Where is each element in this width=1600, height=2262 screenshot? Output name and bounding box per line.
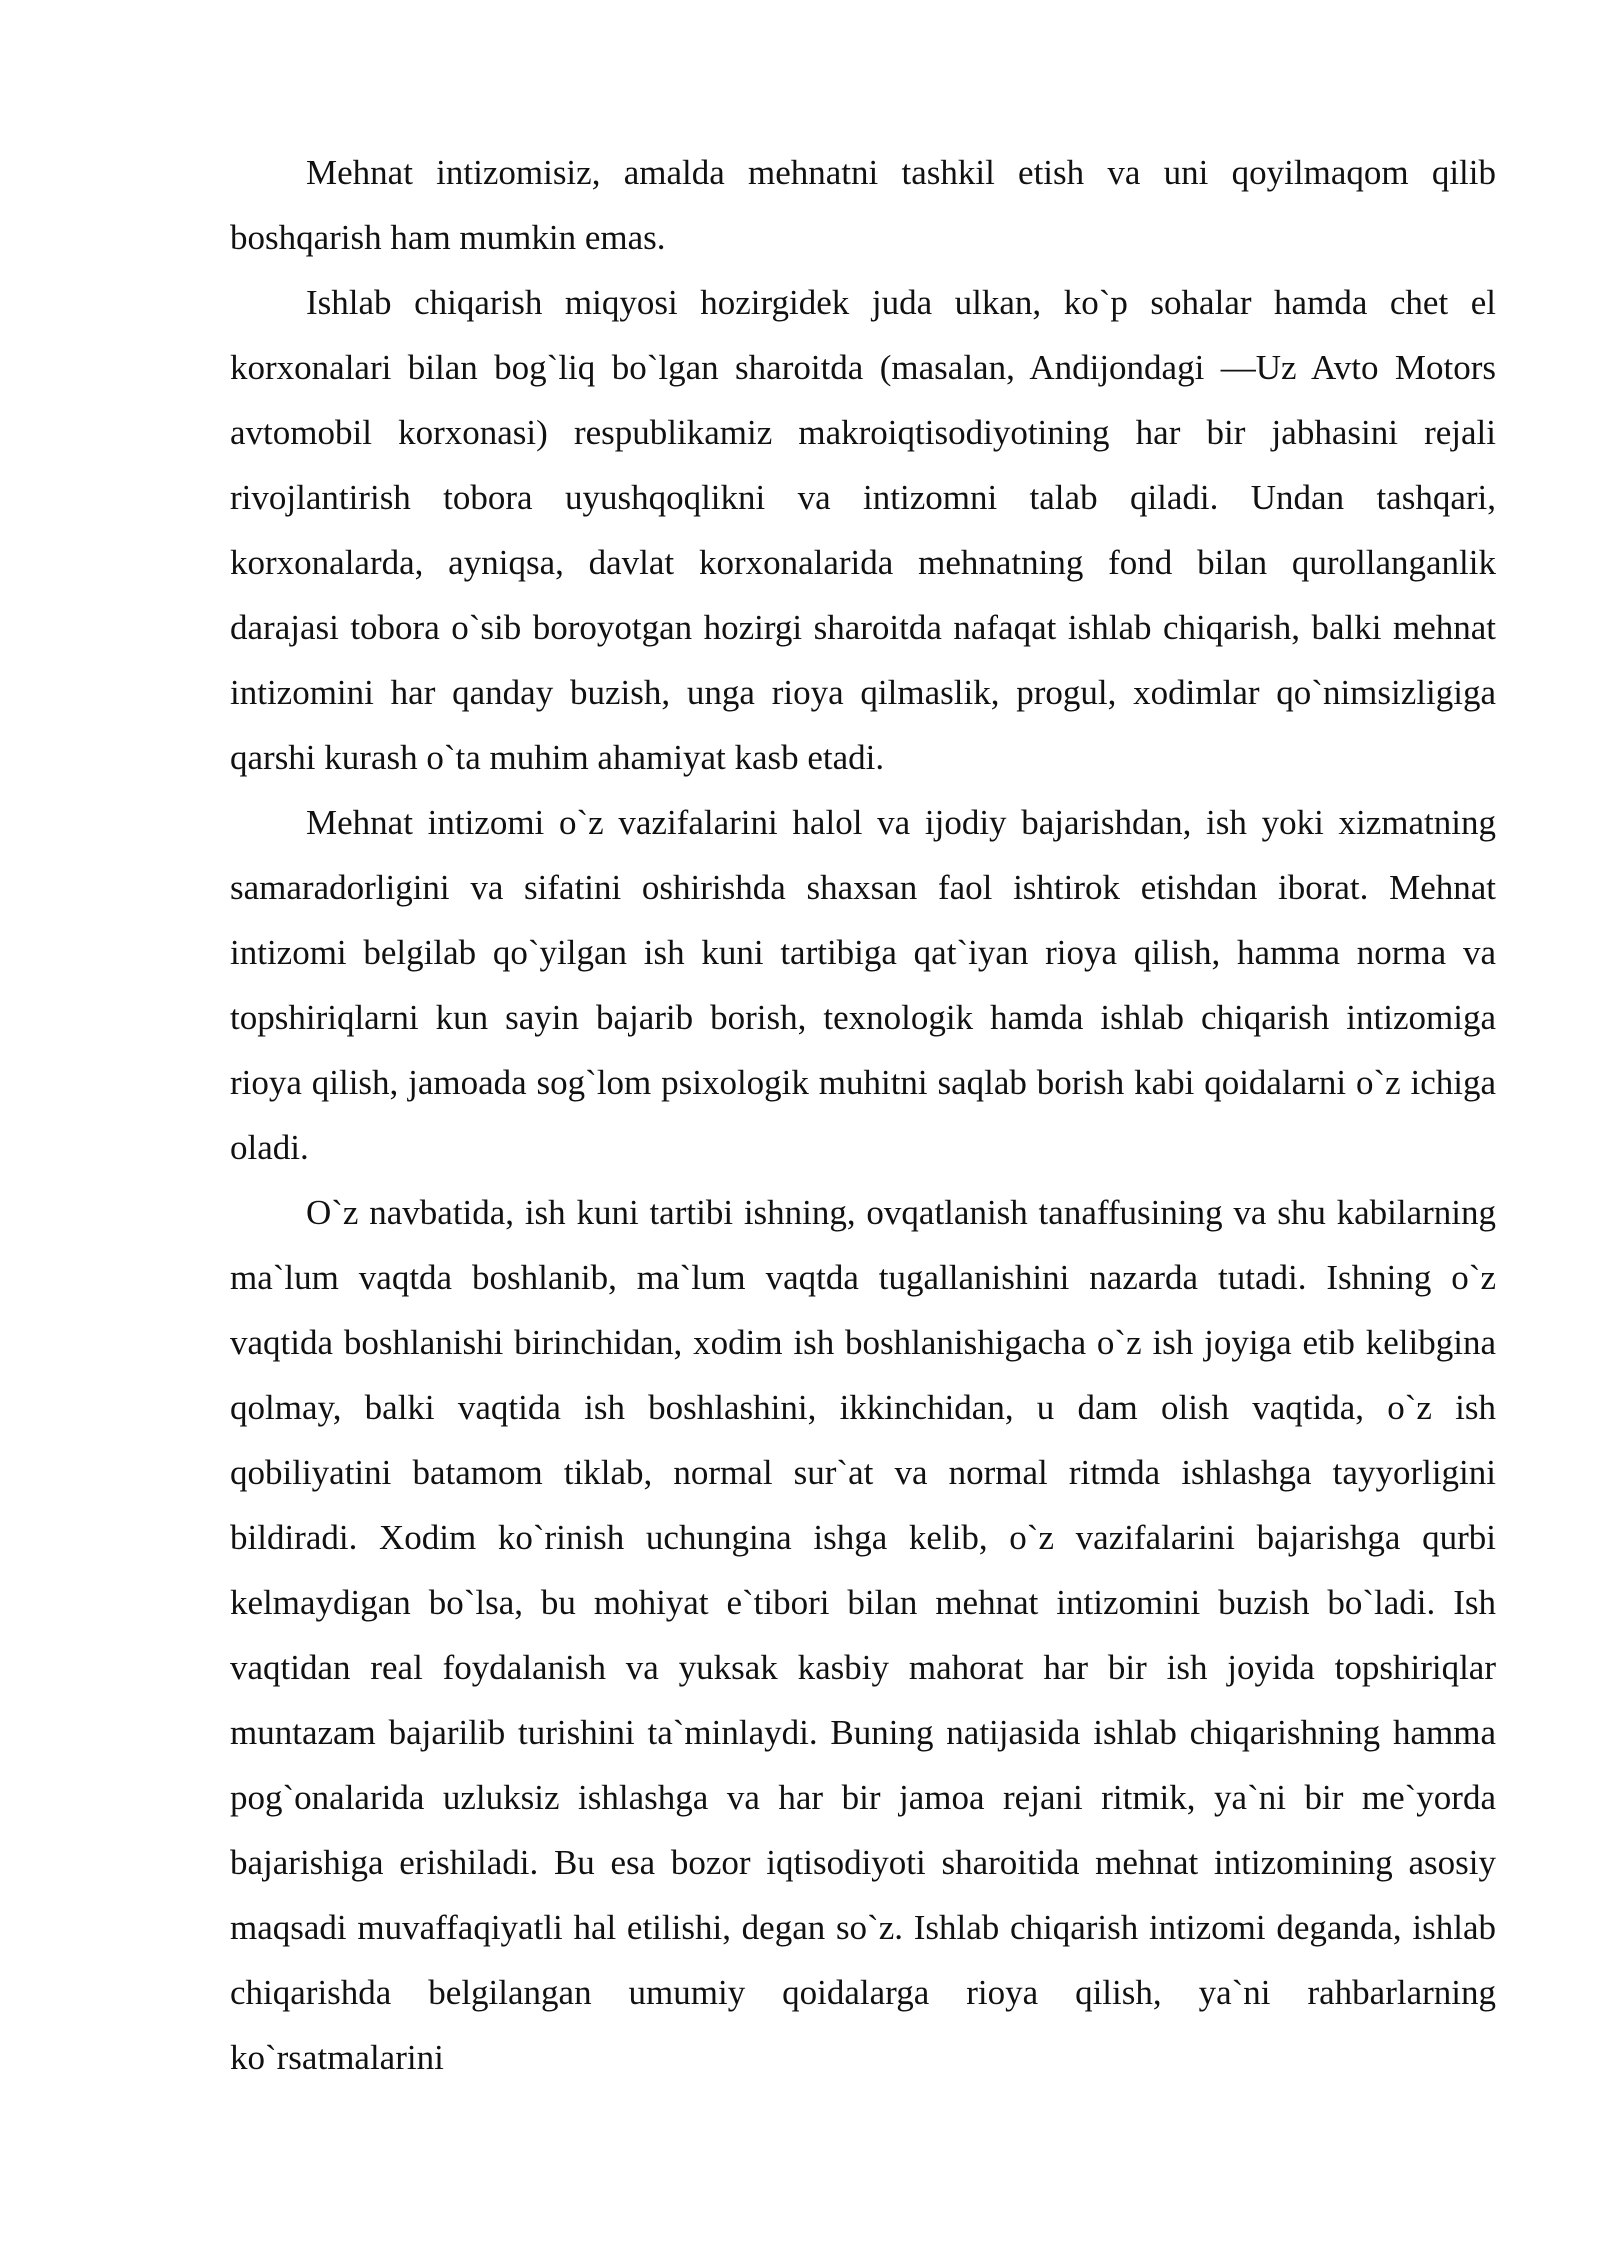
document-page bbox=[230, 140, 1496, 2140]
paragraph-4: O`z navbatida, ish kuni tartibi ishning, ovqatlanish tanaffusining va shu kabilarning ma`lum vaqtda boshlanib, ma`lum vaqtda tugallanishini nazarda tutadi. Ishning o`z vaqtida boshlanishi birinchidan, xodim ish boshlanishigacha o`z ish joyiga etib kelibgina qolmay, balki vaqtida ish boshlashini, ikkinchidan, u dam olish vaqtida, o`z ish qobiliyatini batamom tiklab, normal sur`at va normal ritmda ishlashga tayyorligini bildiradi. Xodim ko`rinish uchungina ishga kelib, o`z vazifalarini bajarishga qurbi kelmaydigan bo`lsa, bu mohiyat e`tibori bilan mehnat intizomini buzish bo`ladi. Ish vaqtidan real foydalanish va yuksak kasbiy mahorat har bir ish joyida topshiriqlar muntazam bajarilib turishini ta`minlaydi. Buning natijasida ishlab chiqarishning hamma pog`onalarida uzluksiz ishlashga va har bir jamoa rejani ritmik, ya`ni bir me`yorda bajarishiga erishiladi. Bu esa bozor iqtisodiyoti sharoitida mehnat intizomining asosiy maqsadi muvaffaqiyatli hal etilishi, degan so`z. Ishlab chiqarish intizomi deganda, ishlab chiqarishda belgilangan umumiy qoidalarga rioya qilish, ya`ni rahbarlarning ko`rsatmalarini bbox=[230, 1193, 1496, 2077]
paragraph-1: Mehnat intizomisiz, amalda mehnatni tashkil etish va uni qoyilmaqom qilib boshqarish ham mumkin emas. bbox=[230, 153, 1496, 257]
paragraph-2: Ishlab chiqarish miqyosi hozirgidek juda ulkan, ko`p sohalar hamda chet el korxonalari bilan bog`liq bo`lgan sharoitda (masalan, Andijondagi ―Uz Avto Motors avtomobil korxonasi) respublikamiz makroiqtisodiyotining har bir jabhasini rejali rivojlantirish tobora uyushqoqlikni va intizomni talab qiladi. Undan tashqari, korxonalarda, ayniqsa, davlat korxonalarida mehnatning fond bilan qurollanganlik darajasi tobora o`sib boroyotgan hozirgi sharoitda nafaqat ishlab chiqarish, balki mehnat intizomini har qanday buzish, unga rioya qilmaslik, progul, xodimlar qo`nimsizligiga qarshi kurash o`ta muhim ahamiyat kasb etadi. bbox=[230, 283, 1496, 777]
paragraph-3: Mehnat intizomi o`z vazifalarini halol va ijodiy bajarishdan, ish yoki xizmatning samaradorligini va sifatini oshirishda shaxsan faol ishtirok etishdan iborat. Mehnat intizomi belgilab qo`yilgan ish kuni tartibiga qat`iyan rioya qilish, hamma norma va topshiriqlarni kun sayin bajarib borish, texnologik hamda ishlab chiqarish intizomiga rioya qilish, jamoada sog`lom psixologik muhitni saqlab borish kabi qoidalarni o`z ichiga oladi. bbox=[230, 803, 1496, 1167]
